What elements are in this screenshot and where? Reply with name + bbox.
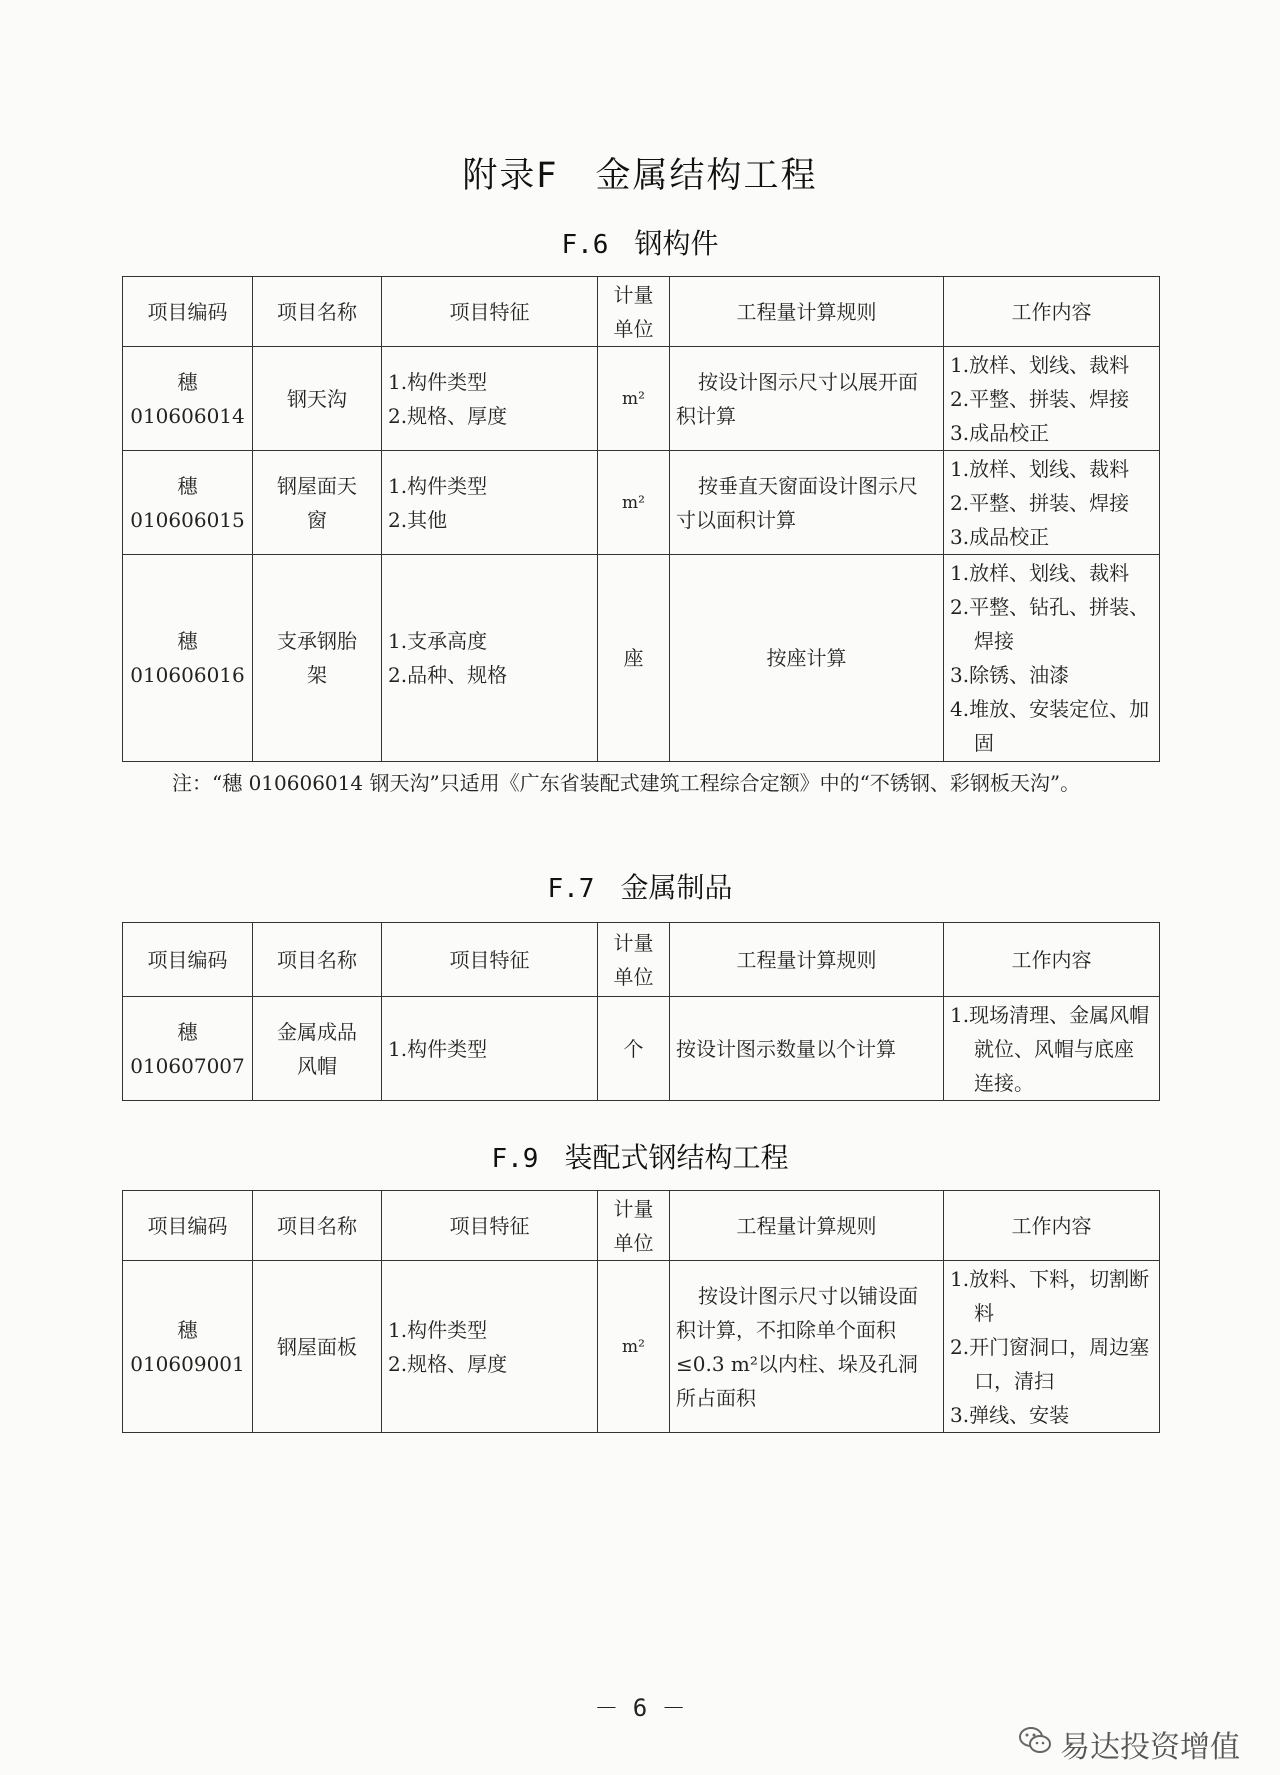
feature-item: 1.构件类型	[388, 1036, 488, 1061]
code-number: 010606014	[130, 403, 245, 428]
table-row	[123, 997, 1160, 1101]
table-note: 注：“穗 010606014 钢天沟”只适用《广东省装配式建筑工程综合定额》中的“不锈钢、彩钢板天沟”。	[172, 771, 1081, 795]
cell-unit: 个	[598, 997, 670, 1101]
header-name: 项目名称	[253, 277, 382, 347]
page-number: － 6 －	[594, 1694, 686, 1722]
cell-code	[123, 347, 253, 451]
header-unit	[598, 923, 670, 997]
section-name: 装配式钢结构工程	[564, 1141, 789, 1174]
cell-unit: m²	[598, 347, 670, 451]
header-unit	[598, 277, 670, 347]
table-row	[123, 451, 1160, 555]
wechat-icon	[1018, 1725, 1052, 1763]
header-unit-line2: 单位	[613, 964, 654, 989]
header-rule: 工程量计算规则	[670, 277, 944, 347]
cell-code	[123, 555, 253, 762]
header-name: 项目名称	[253, 923, 382, 997]
feature-item: 2.规格、厚度	[388, 1351, 508, 1376]
cell-features	[382, 555, 598, 762]
work-item: 1.放样、划线、裁料	[950, 456, 1130, 481]
work-item: 3.除锈、油漆	[950, 663, 1070, 687]
item-name: 窗	[307, 507, 327, 532]
work-item: 2.平整、拼装、焊接	[950, 490, 1130, 515]
feature-item: 1.构件类型	[388, 473, 488, 498]
cell-work	[944, 1261, 1160, 1433]
watermark	[1018, 1722, 1240, 1766]
item-name: 金属成品	[277, 1019, 357, 1044]
code-number: 010606016	[130, 663, 245, 687]
work-item: 3.成品校正	[950, 524, 1050, 549]
header-unit-line1: 计量	[613, 930, 654, 955]
code-prefix: 穗	[177, 1317, 198, 1342]
header-code: 项目编码	[123, 277, 253, 347]
header-rule: 工程量计算规则	[670, 923, 944, 997]
cell-name	[253, 451, 382, 555]
header-unit-line2: 单位	[613, 316, 654, 341]
section-name: 金属制品	[620, 871, 733, 904]
table-header-row	[123, 923, 1160, 997]
code-prefix: 穗	[177, 629, 198, 653]
work-item: 4.堆放、安装定位、加固	[950, 697, 1150, 755]
work-item: 3.成品校正	[950, 420, 1050, 445]
section-number: F.9	[491, 1144, 539, 1174]
item-name: 钢天沟	[287, 386, 347, 411]
work-item: 3.弹线、安装	[950, 1402, 1070, 1427]
cell-work	[944, 347, 1160, 451]
code-prefix: 穗	[177, 1019, 198, 1044]
work-item: 1.放样、划线、裁料	[950, 561, 1130, 585]
cell-name	[253, 347, 382, 451]
cell-name	[253, 997, 382, 1101]
table-header-row	[123, 1191, 1160, 1261]
header-rule: 工程量计算规则	[670, 1191, 944, 1261]
work-item: 1.现场清理、金属风帽就位、风帽与底座连接。	[950, 1002, 1150, 1095]
item-name: 钢屋面板	[277, 1334, 357, 1359]
table-row	[123, 555, 1160, 762]
cell-name	[253, 555, 382, 762]
cell-features	[382, 997, 598, 1101]
cell-code	[123, 451, 253, 555]
header-work: 工作内容	[944, 277, 1160, 347]
table-row	[123, 1261, 1160, 1433]
section-title-f6	[0, 222, 1280, 262]
feature-item: 1.构件类型	[388, 369, 488, 394]
cell-work	[944, 451, 1160, 555]
table-header-row	[123, 277, 1160, 347]
feature-item: 2.其他	[388, 507, 448, 532]
table-row	[123, 347, 1160, 451]
header-features: 项目特征	[382, 923, 598, 997]
header-features: 项目特征	[382, 1191, 598, 1261]
code-number: 010606015	[130, 507, 245, 532]
section-title-f9	[0, 1136, 1280, 1176]
header-unit-line2: 单位	[613, 1230, 654, 1255]
work-item: 2.开门窗洞口，周边塞口，清扫	[950, 1334, 1150, 1393]
code-prefix: 穗	[177, 473, 198, 498]
feature-item: 1.支承高度	[388, 629, 488, 653]
work-item: 2.平整、拼装、焊接	[950, 386, 1130, 411]
section-number: F.7	[547, 874, 595, 904]
table-f7	[122, 922, 1160, 1101]
cell-features	[382, 347, 598, 451]
feature-item: 2.品种、规格	[388, 663, 508, 687]
header-work: 工作内容	[944, 923, 1160, 997]
cell-code	[123, 997, 253, 1101]
item-name: 支承钢胎	[277, 629, 357, 653]
header-features: 项目特征	[382, 277, 598, 347]
work-item: 1.放样、划线、裁料	[950, 352, 1130, 377]
cell-work	[944, 997, 1160, 1101]
cell-work	[944, 555, 1160, 762]
code-number: 010609001	[130, 1351, 245, 1376]
feature-item: 2.规格、厚度	[388, 403, 508, 428]
work-item: 1.放料、下料，切割断料	[950, 1266, 1150, 1325]
work-item: 2.平整、钻孔、拼装、焊接	[950, 595, 1150, 653]
feature-item: 1.构件类型	[388, 1317, 488, 1342]
header-unit-line1: 计量	[613, 282, 654, 307]
appendix-title: 附录F 金属结构工程	[462, 156, 818, 196]
cell-rule: 按设计图示尺寸以铺设面积计算，不扣除单个面积≤0.3 m²以内柱、垛及孔洞所占面积	[670, 1261, 944, 1433]
item-name: 钢屋面天	[277, 473, 357, 498]
header-unit	[598, 1191, 670, 1261]
table-f6	[122, 276, 1160, 762]
code-prefix: 穗	[177, 369, 198, 394]
cell-code	[123, 1261, 253, 1433]
cell-features	[382, 1261, 598, 1433]
item-name: 架	[307, 663, 327, 687]
header-work: 工作内容	[944, 1191, 1160, 1261]
cell-rule: 按垂直天窗面设计图示尺寸以面积计算	[670, 451, 944, 555]
cell-features	[382, 451, 598, 555]
section-number: F.6	[561, 230, 609, 260]
section-title-f7	[0, 866, 1280, 906]
cell-unit: m²	[598, 1261, 670, 1433]
header-code: 项目编码	[123, 1191, 253, 1261]
section-name: 钢构件	[634, 227, 719, 260]
cell-rule: 按设计图示数量以个计算	[670, 997, 944, 1101]
header-code: 项目编码	[123, 923, 253, 997]
header-unit-line1: 计量	[613, 1196, 654, 1221]
item-name: 风帽	[297, 1053, 337, 1078]
cell-rule: 按座计算	[670, 555, 944, 762]
cell-unit: 座	[598, 555, 670, 762]
cell-unit: m²	[598, 451, 670, 555]
cell-rule: 按设计图示尺寸以展开面积计算	[670, 347, 944, 451]
watermark-text: 易达投资增值	[1060, 1730, 1240, 1765]
cell-name	[253, 1261, 382, 1433]
table-f9	[122, 1190, 1160, 1433]
code-number: 010607007	[130, 1053, 245, 1078]
header-name: 项目名称	[253, 1191, 382, 1261]
